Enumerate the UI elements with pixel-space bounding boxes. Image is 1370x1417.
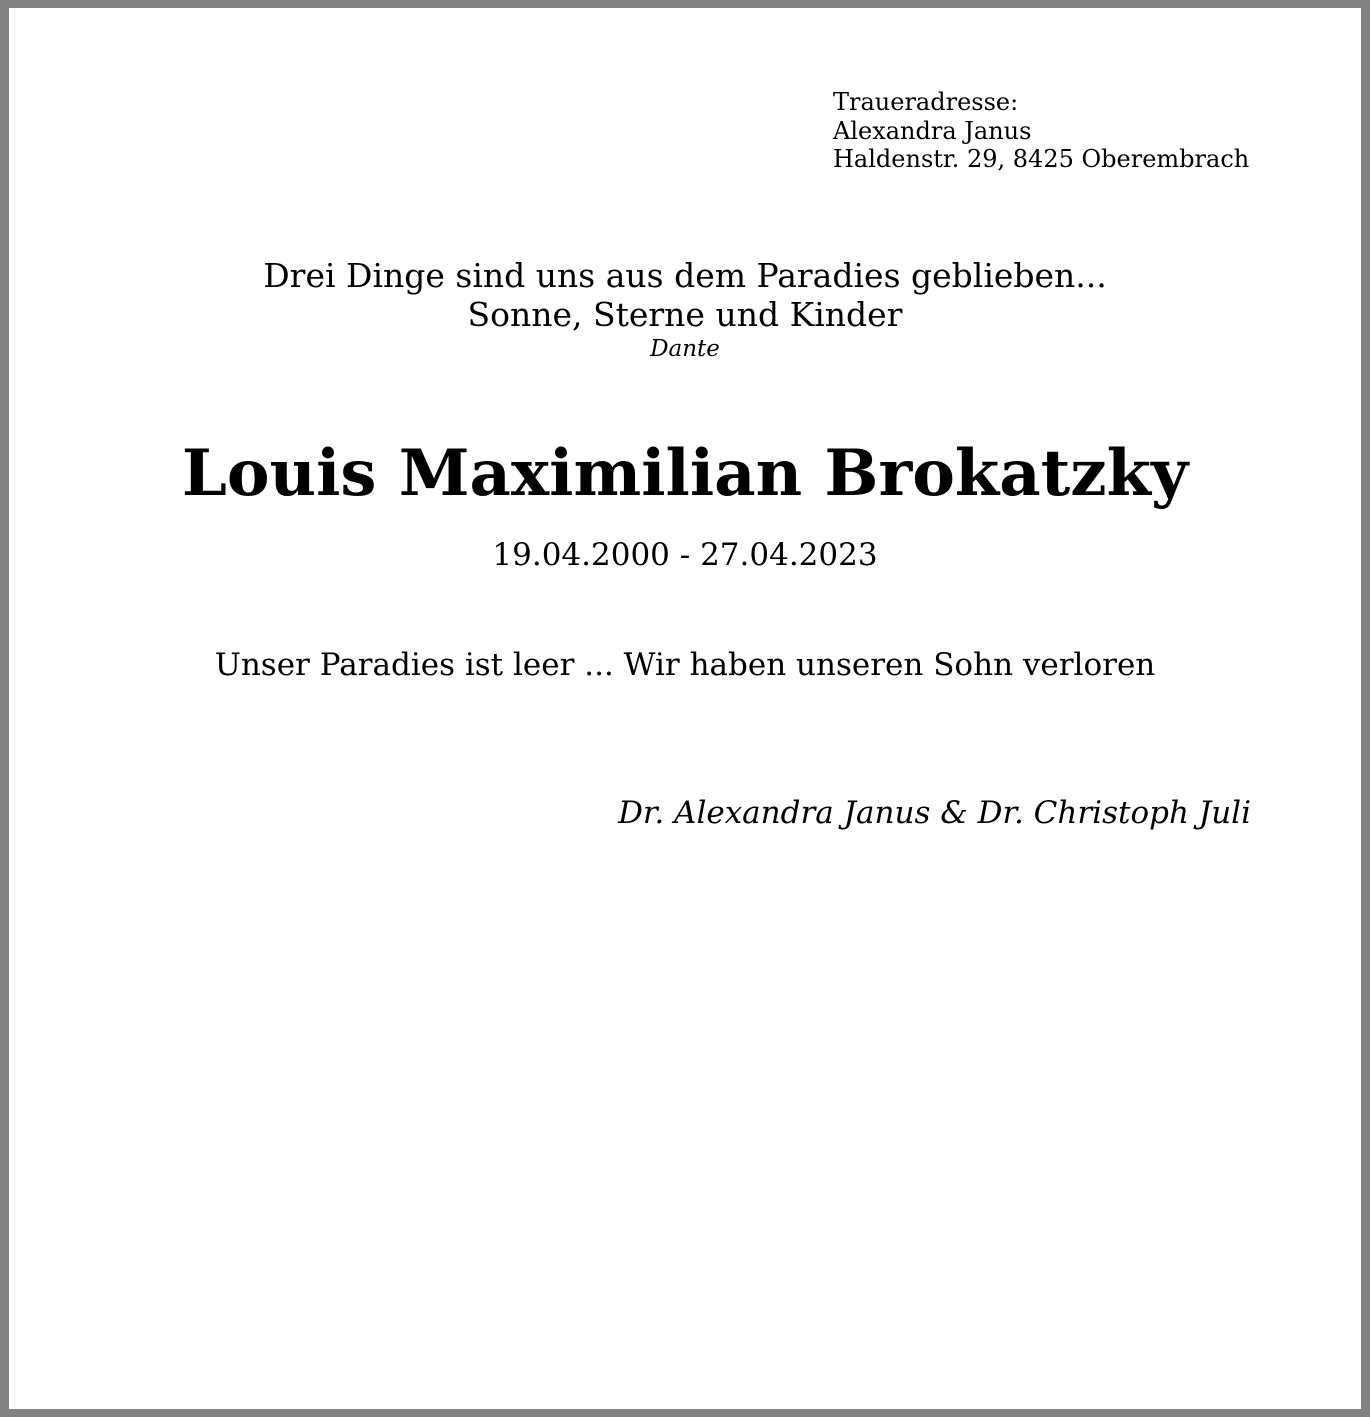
quote-author: Dante [650,336,720,362]
quote-line-2: Sonne, Sterne und Kinder [467,295,903,334]
mourning-address [833,88,1249,174]
life-dates: 19.04.2000 - 27.04.2023 [492,537,878,573]
address-name: Alexandra Janus [833,116,1032,145]
mourning-message: Unser Paradies ist leer ... Wir haben unseren Sohn verloren [214,647,1156,683]
address-label: Traueradresse: [833,88,1019,116]
obituary-page [9,8,1361,1409]
deceased-name: Louis Maximilian Brokatzky [181,436,1189,511]
address-street: Haldenstr. 29, 8425 Oberembrach [833,145,1250,173]
quote-line-1: Drei Dinge sind uns aus dem Paradies geblieben... [263,256,1107,295]
signature: Dr. Alexandra Janus & Dr. Christoph Juli [618,795,1251,831]
